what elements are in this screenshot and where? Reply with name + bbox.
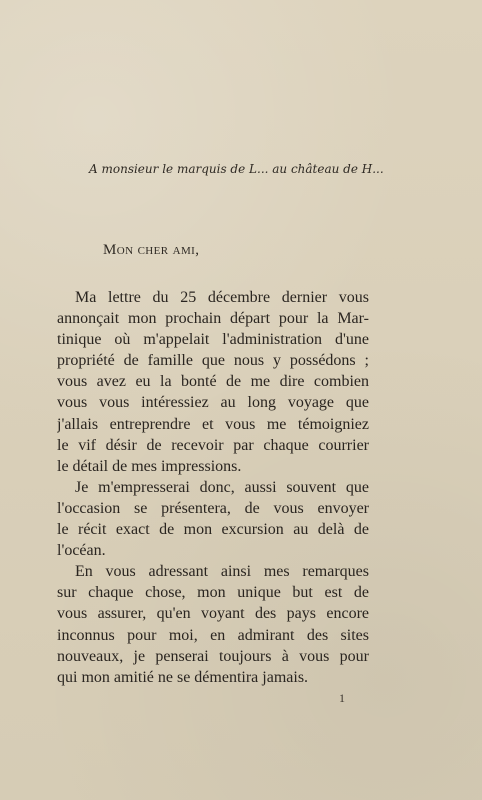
body-line: inconnus pour moi, en admirant des sites <box>57 626 369 644</box>
body-line: le détail de mes impressions. <box>57 457 242 475</box>
body-line: propriété de famille que nous y possédons ; <box>57 352 369 370</box>
body-line: Ma lettre du 25 décembre dernier vous <box>75 289 369 306</box>
paragraph-3 <box>57 561 369 688</box>
paragraph-1 <box>57 287 369 477</box>
body-line: j'allais entreprendre et vous me témoigniez <box>57 415 369 433</box>
body-line: En vous adressant ainsi mes remarques <box>75 563 369 581</box>
body-line: l'océan. <box>57 542 106 560</box>
body-line: vous vous intéressiez au long voyage que <box>57 394 369 412</box>
body-line: Je m'empresserai donc, aussi souvent que <box>75 478 369 496</box>
body-line: vous avez eu la bonté de me dire combien <box>57 373 369 391</box>
body-line: le vif désir de recevoir par chaque courrier <box>57 436 369 454</box>
paragraph-2 <box>57 477 369 561</box>
body-line: nouveaux, je penserai toujours à vous pour <box>57 647 369 665</box>
page-number: 1 <box>339 691 345 705</box>
body-line: qui mon amitié ne se démentira jamais. <box>57 668 309 686</box>
body-line: annonçait mon prochain départ pour la Mar- <box>57 310 369 328</box>
dedication-line: A monsieur le marquis de L... au château de H... <box>89 162 384 176</box>
letter-body <box>57 287 369 688</box>
body-line: l'occasion se présentera, de vous envoyer <box>57 499 369 517</box>
body-line: tinique où m'appelait l'administration d'une <box>57 331 369 349</box>
body-line: vous assurer, qu'en voyant des pays encore <box>57 605 369 623</box>
salutation: Mon cher ami, <box>103 242 200 258</box>
body-line: le récit exact de mon excursion au delà de <box>57 521 369 539</box>
body-line: sur chaque chose, mon unique but est de <box>57 584 369 602</box>
